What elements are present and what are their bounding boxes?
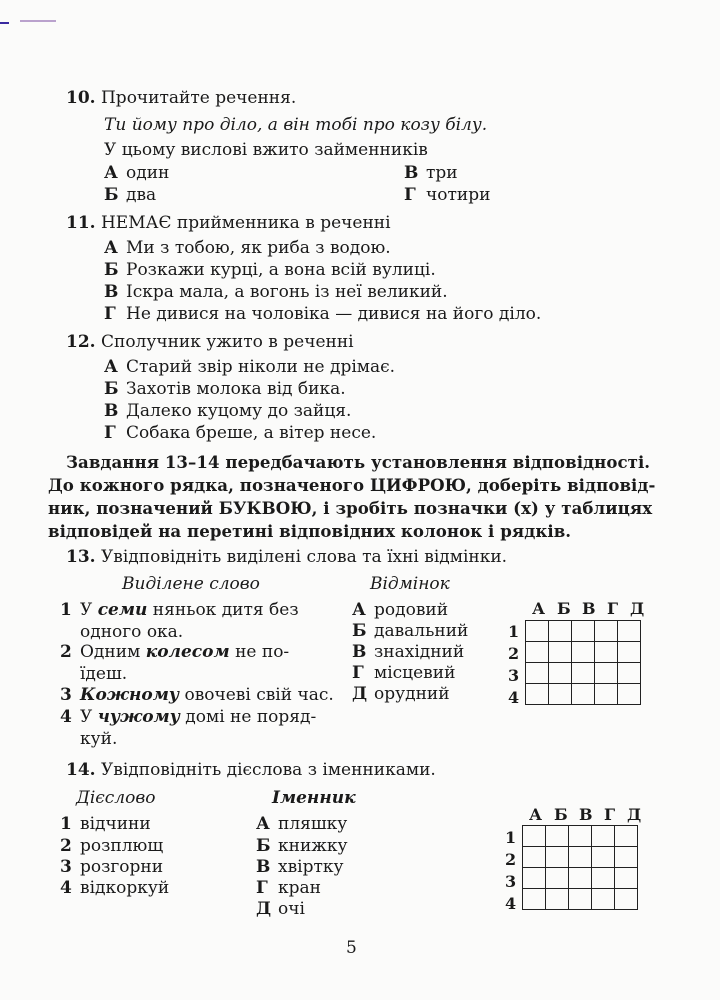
q13-item-4: 4 У чужому домі не поряд- [60, 707, 317, 727]
q10-option-v[interactable]: В три [404, 163, 458, 183]
grid-cell[interactable] [549, 642, 572, 663]
q11-option-a[interactable]: А Ми з тобою, як риба з водою. [104, 238, 391, 258]
q12-option-g[interactable]: Г Собака бреше, а вітер несе. [104, 423, 377, 443]
grid-cell[interactable] [523, 826, 546, 847]
q14-right-header: Іменник [272, 788, 356, 808]
grid-cell[interactable] [618, 642, 641, 663]
q13-right-header: Відмінок [370, 574, 450, 594]
grid-cell[interactable] [615, 868, 638, 889]
grid-cell[interactable] [595, 684, 618, 705]
grid13-row-2: 2 [508, 644, 520, 663]
grid-cell[interactable] [569, 889, 592, 910]
grid-cell[interactable] [523, 889, 546, 910]
q11-option-v[interactable]: В Іскра мала, а вогонь із неї великий. [104, 282, 448, 302]
q10-prompt: У цьому вислові вжито займенників [104, 140, 428, 160]
grid14-col-v: В [579, 805, 593, 824]
q13-item-2: 2 Одним колесом не по- [60, 642, 290, 662]
grid-cell[interactable] [546, 868, 569, 889]
grid-cell[interactable] [572, 642, 595, 663]
grid-cell[interactable] [592, 889, 615, 910]
grid-cell[interactable] [523, 847, 546, 868]
instructions-line-3: ник, позначений БУКВОЮ, і зробіть позначки (х) у таблицях [48, 498, 653, 518]
q10-option-g[interactable]: Г чотири [404, 185, 491, 205]
grid-cell[interactable] [618, 684, 641, 705]
grid-cell[interactable] [546, 826, 569, 847]
q13-option-a: А родовий [352, 600, 449, 620]
q13-item-1-cont: одного ока. [80, 622, 184, 642]
grid14-col-d: Д [627, 805, 642, 824]
grid13-col-g: Г [607, 599, 619, 618]
instructions-line-4: відповідей на перетині відповідних колонок і рядків. [48, 521, 572, 541]
grid-cell[interactable] [569, 847, 592, 868]
grid-cell[interactable] [592, 847, 615, 868]
grid-cell[interactable] [592, 826, 615, 847]
q12-title: 12. Сполучник ужито в реченні [66, 332, 354, 352]
grid-cell[interactable] [592, 868, 615, 889]
grid-cell[interactable] [618, 621, 641, 642]
grid-cell[interactable] [523, 868, 546, 889]
answer-grid-14 [522, 825, 638, 910]
q14-option-b: Б книжку [256, 836, 348, 856]
q13-option-d: Д орудний [352, 684, 450, 704]
grid14-col-b: Б [554, 805, 568, 824]
grid13-row-4: 4 [508, 688, 520, 707]
corner-mark [0, 22, 9, 24]
grid-cell[interactable] [549, 684, 572, 705]
q14-title: 14. Увідповідніть дієслова з іменниками. [66, 760, 436, 780]
grid-cell[interactable] [615, 889, 638, 910]
q10-quote: Ти йому про діло, а він тобі про козу білу. [104, 115, 488, 135]
grid13-col-v: В [582, 599, 596, 618]
q13-left-header: Виділене слово [122, 574, 260, 594]
grid-cell[interactable] [526, 642, 549, 663]
q13-option-g: Г місцевий [352, 663, 456, 683]
grid-cell[interactable] [595, 642, 618, 663]
q14-option-a: А пляшку [256, 814, 348, 834]
grid-cell[interactable] [546, 847, 569, 868]
q14-item-4: 4 відкоркуй [60, 878, 170, 898]
grid-cell[interactable] [618, 663, 641, 684]
q10-title: 10. Прочитайте речення. [66, 88, 297, 108]
q14-item-2: 2 розплющ [60, 836, 164, 856]
grid-cell[interactable] [615, 826, 638, 847]
q13-item-1: 1 У семи няньок дитя без [60, 600, 299, 620]
grid-cell[interactable] [549, 663, 572, 684]
grid14-col-a: А [529, 805, 543, 824]
instructions-line-2: До кожного рядка, позначеного ЦИФРОЮ, доберіть відповід- [48, 475, 656, 495]
grid-cell[interactable] [546, 889, 569, 910]
q13-option-v: В знахідний [352, 642, 465, 662]
grid-cell[interactable] [569, 868, 592, 889]
q13-title: 13. Увідповідніть виділені слова та їхні відмінки. [66, 547, 508, 567]
grid-cell[interactable] [595, 663, 618, 684]
q10-option-b[interactable]: Б два [104, 185, 157, 205]
grid13-row-3: 3 [508, 666, 520, 685]
grid14-row-4: 4 [505, 894, 517, 913]
q13-item-2-cont: їдеш. [80, 664, 128, 684]
q14-item-3: 3 розгорни [60, 857, 164, 877]
q14-item-1: 1 відчини [60, 814, 151, 834]
corner-mark [20, 20, 56, 22]
grid-cell[interactable] [549, 621, 572, 642]
q12-option-b[interactable]: Б Захотів молока від бика. [104, 379, 346, 399]
grid-cell[interactable] [572, 684, 595, 705]
grid14-col-g: Г [604, 805, 616, 824]
q12-option-v[interactable]: В Далеко куцому до зайця. [104, 401, 352, 421]
q11-option-g[interactable]: Г Не дивися на чоловіка — дивися на його діло. [104, 304, 542, 324]
grid-cell[interactable] [595, 621, 618, 642]
answer-grid-13 [525, 620, 641, 705]
grid-cell[interactable] [526, 663, 549, 684]
q14-option-v: В хвіртку [256, 857, 344, 877]
page-number: 5 [346, 938, 357, 958]
grid14-row-2: 2 [505, 850, 517, 869]
grid-cell[interactable] [526, 621, 549, 642]
grid13-row-1: 1 [508, 622, 520, 641]
grid-cell[interactable] [572, 663, 595, 684]
grid-cell[interactable] [526, 684, 549, 705]
grid-cell[interactable] [569, 826, 592, 847]
grid13-col-b: Б [557, 599, 571, 618]
grid-cell[interactable] [615, 847, 638, 868]
grid13-col-a: А [532, 599, 546, 618]
q14-option-g: Г кран [256, 878, 321, 898]
q13-item-4-cont: куй. [80, 729, 118, 749]
grid13-col-d: Д [630, 599, 645, 618]
q13-option-b: Б давальний [352, 621, 469, 641]
q14-left-header: Дієслово [76, 788, 156, 808]
q11-title: 11. НЕМАЄ прийменника в реченні [66, 213, 391, 233]
q14-option-d: Д очі [256, 899, 305, 919]
q11-option-b[interactable]: Б Розкажи курці, а вона всій вулиці. [104, 260, 436, 280]
q13-item-3: 3 Кожному овочеві свій час. [60, 685, 334, 705]
q12-option-a[interactable]: А Старий звір ніколи не дрімає. [104, 357, 396, 377]
q10-option-a[interactable]: А один [104, 163, 170, 183]
grid-cell[interactable] [572, 621, 595, 642]
grid14-row-1: 1 [505, 828, 517, 847]
instructions-line-1: Завдання 13–14 передбачають установлення відповідності. [66, 452, 651, 472]
grid14-row-3: 3 [505, 872, 517, 891]
